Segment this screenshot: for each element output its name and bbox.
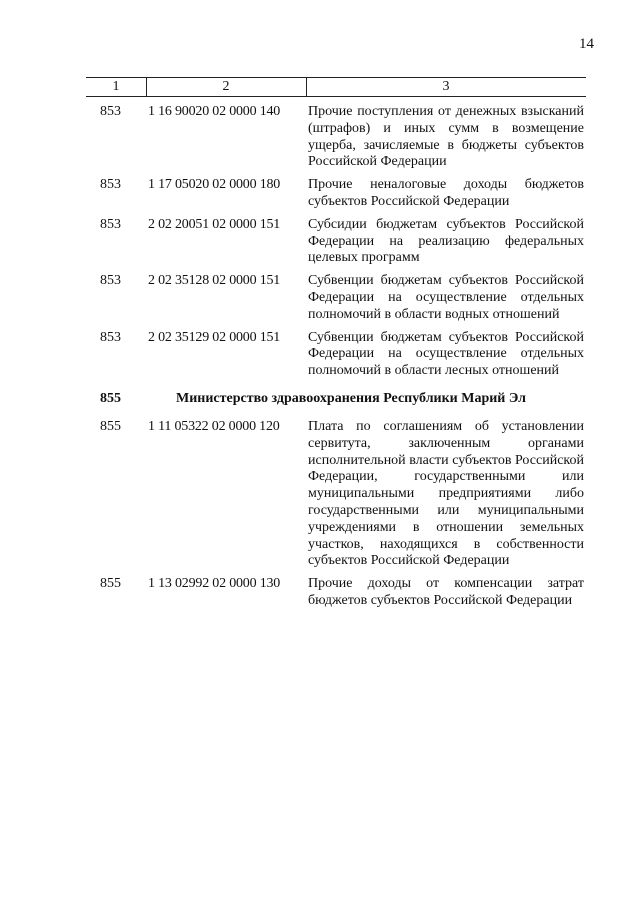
header-col-1: 1 [86, 78, 147, 96]
table-row [100, 419, 584, 570]
admin-code: 855 [100, 418, 121, 434]
table-row [100, 217, 584, 267]
admin-code: 853 [100, 177, 121, 193]
table-header [86, 77, 586, 97]
header-col-2: 2 [146, 78, 307, 96]
income-description: Прочие поступления от денежных взысканий (штрафов) и иных сумм в возмещение ущерба, зачисляемые в бюджеты субъектов Российской Федерации [308, 104, 584, 170]
budget-code: 2 02 35129 02 0000 151 [148, 329, 281, 345]
header-col-3: 3 [442, 79, 450, 94]
income-description: Субсидии бюджетам субъектов Российской Федерации на реализацию федеральных целевых программ [308, 216, 584, 266]
table-row [100, 177, 584, 211]
income-description: Плата по соглашениям об установлении сервитута, заключенным органами исполнительной власти субъектов Российской Федерации, государственными или муниципальными предприятиями либо государственными или муниципальными учреждениями в отношении земельных участков, находящихся в собственности субъектов Российской Федерации [308, 418, 584, 569]
budget-code: 1 11 05322 02 0000 120 [148, 418, 280, 434]
admin-code: 853 [100, 104, 121, 119]
table-body [100, 104, 584, 610]
ministry-section-heading [100, 390, 584, 407]
income-description: Прочие неналоговые доходы бюджетов субъектов Российской Федерации [308, 177, 584, 209]
admin-code: 853 [100, 329, 121, 345]
income-description: Прочие доходы от компенсации затрат бюджетов субъектов Российской Федерации [308, 576, 584, 608]
admin-code: 853 [100, 273, 121, 289]
budget-code: 1 13 02992 02 0000 130 [148, 576, 281, 592]
admin-code: 853 [100, 216, 121, 232]
budget-code: 2 02 20051 02 0000 151 [148, 216, 281, 232]
ministry-title: Министерство здравоохранения Республики Марий Эл [176, 390, 527, 406]
table-row [100, 330, 584, 380]
budget-code: 2 02 35128 02 0000 151 [148, 273, 281, 289]
ministry-code: 855 [100, 390, 121, 406]
table-row [100, 104, 584, 171]
table-row [100, 576, 584, 610]
budget-code: 1 17 05020 02 0000 180 [148, 177, 281, 193]
table-row [100, 273, 584, 323]
budget-code: 1 16 90020 02 0000 140 [148, 104, 281, 119]
page-number: 14 [579, 36, 594, 52]
income-description: Субвенции бюджетам субъектов Российской Федерации на осуществление отдельных полномочий в области лесных отношений [308, 329, 584, 379]
income-description: Субвенции бюджетам субъектов Российской Федерации на осуществление отдельных полномочий в области водных отношений [308, 273, 584, 322]
admin-code: 855 [100, 576, 121, 592]
